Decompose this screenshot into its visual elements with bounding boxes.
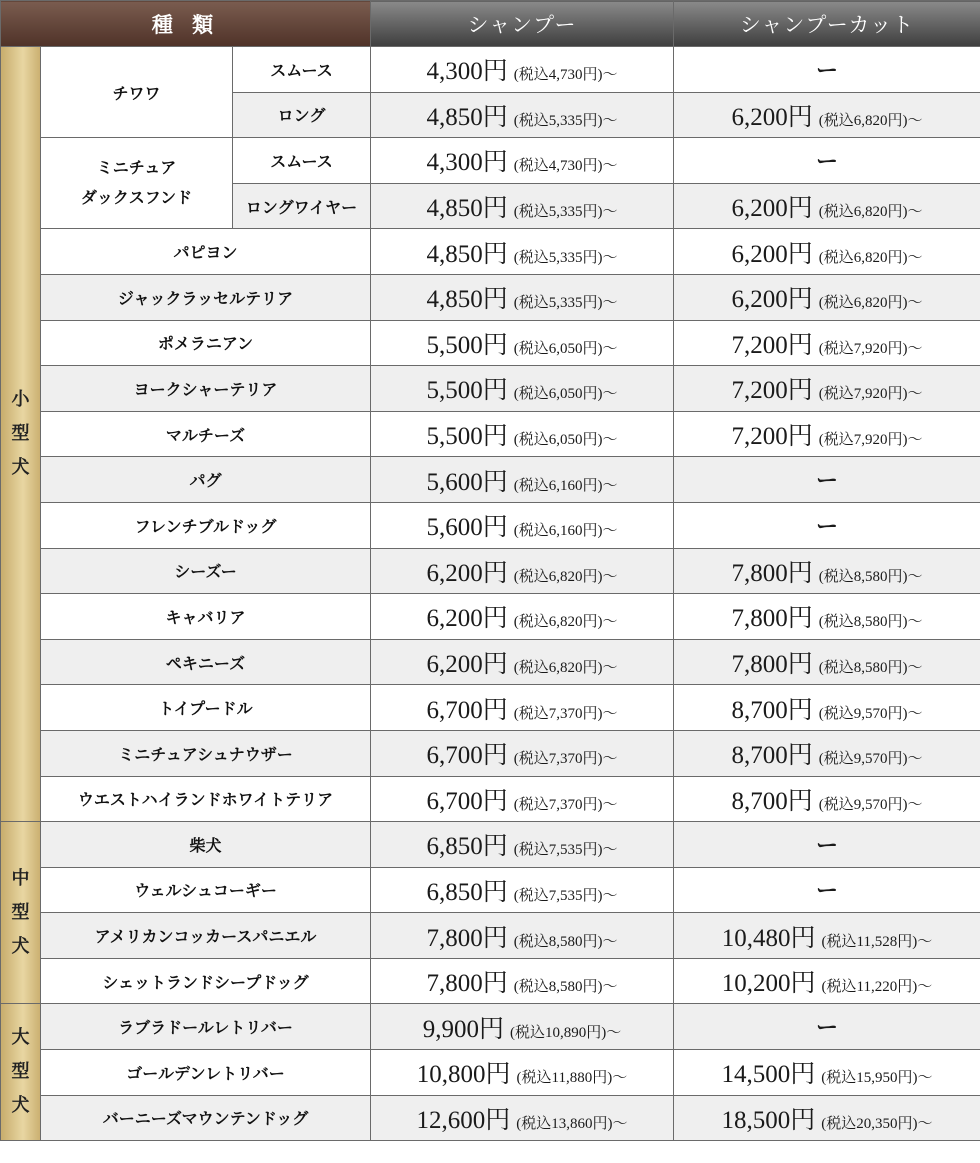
shampoo-price [371, 1004, 674, 1050]
table-row [1, 502, 980, 548]
price-tax: (税込8,580円)～ [818, 568, 923, 585]
price-main: 6,850円 [426, 833, 508, 861]
shampoo-price [371, 320, 674, 366]
price-tax: (税込7,370円)～ [513, 796, 618, 813]
price-main: 5,500円 [426, 331, 508, 359]
price-tax: (税込6,050円)～ [513, 432, 618, 449]
price-main: 6,700円 [426, 742, 508, 770]
category-small-dog [1, 47, 41, 822]
breed-name: チワワ [41, 47, 233, 138]
price-tax: (税込13,860円)～ [516, 1115, 628, 1132]
shampoo-price [371, 1095, 674, 1141]
table-row [1, 1004, 980, 1050]
price-tax: (税込6,820円)～ [818, 112, 923, 129]
table-row [1, 867, 980, 913]
shampoo-price [371, 958, 674, 1004]
breed-name: ウエストハイランドホワイトテリア [41, 776, 371, 822]
price-main: 10,200円 [721, 970, 816, 998]
table-row [1, 594, 980, 640]
shampoo-price [371, 366, 674, 412]
breed-name: マルチーズ [41, 411, 371, 457]
price-main: 6,200円 [731, 195, 813, 223]
table-header-row [1, 1, 980, 47]
category-char: 型 [11, 901, 30, 923]
cut-price [674, 457, 980, 503]
price-main: 4,300円 [426, 149, 508, 177]
cut-price [674, 548, 980, 594]
price-tax: (税込7,370円)～ [513, 751, 618, 768]
price-main: 7,200円 [731, 423, 813, 451]
cut-price [674, 594, 980, 640]
shampoo-price [371, 92, 674, 138]
price-tax: (税込9,570円)～ [818, 705, 923, 722]
price-tax: (税込5,335円)～ [513, 295, 618, 312]
shampoo-price [371, 730, 674, 776]
shampoo-price [371, 183, 674, 229]
cut-price [674, 867, 980, 913]
price-tax: (税込4,730円)～ [513, 67, 618, 84]
price-main: 5,500円 [426, 423, 508, 451]
table-row [1, 685, 980, 731]
price-main: 8,700円 [731, 787, 813, 815]
shampoo-price [371, 274, 674, 320]
table-row [1, 822, 980, 868]
cut-price [674, 411, 980, 457]
cut-price [674, 730, 980, 776]
price-tax: (税込6,050円)～ [513, 340, 618, 357]
table-row [1, 1050, 980, 1096]
price-main: 7,800円 [731, 559, 813, 587]
breed-name: アメリカンコッカースパニエル [41, 913, 371, 959]
no-price-dash: ー [816, 1016, 839, 1042]
price-main: 6,700円 [426, 696, 508, 724]
breed-name: ポメラニアン [41, 320, 371, 366]
cut-price [674, 1004, 980, 1050]
cut-price [674, 47, 980, 93]
no-price-dash: ー [816, 514, 839, 540]
price-main: 8,700円 [731, 742, 813, 770]
price-main: 9,900円 [422, 1015, 505, 1043]
coat-variant: スムース [233, 47, 371, 93]
price-main: 7,800円 [426, 924, 508, 952]
price-tax: (税込6,160円)～ [513, 523, 618, 540]
table-row [1, 776, 980, 822]
table-row [1, 1095, 980, 1141]
price-tax: (税込8,580円)～ [818, 660, 923, 677]
breed-name: ミニチュアシュナウザー [41, 730, 371, 776]
breed-name: ラブラドールレトリバー [41, 1004, 371, 1050]
price-main: 6,200円 [426, 559, 508, 587]
price-main: 5,600円 [426, 468, 508, 496]
shampoo-price [371, 548, 674, 594]
price-main: 8,700円 [731, 696, 813, 724]
table-row [1, 913, 980, 959]
shampoo-price [371, 639, 674, 685]
header-shampoo: シャンプー [371, 1, 674, 47]
cut-price [674, 366, 980, 412]
price-tax: (税込7,535円)～ [513, 842, 618, 859]
price-tax: (税込8,580円)～ [513, 933, 618, 950]
table-row [1, 366, 980, 412]
price-tax: (税込15,950円)～ [821, 1070, 933, 1087]
coat-variant: スムース [233, 138, 371, 184]
price-main: 7,800円 [731, 605, 813, 633]
price-tax: (税込8,580円)～ [818, 614, 923, 631]
price-main: 6,200円 [731, 103, 813, 131]
price-tax: (税込6,820円)～ [818, 249, 923, 266]
price-main: 10,480円 [721, 924, 816, 952]
price-main: 7,800円 [426, 970, 508, 998]
price-tax: (税込7,920円)～ [818, 432, 923, 449]
table-row [1, 958, 980, 1004]
no-price-dash: ー [816, 149, 839, 175]
price-tax: (税込5,335円)～ [513, 112, 618, 129]
price-tax: (税込7,920円)～ [818, 340, 923, 357]
cut-price [674, 274, 980, 320]
breed-name: シーズー [41, 548, 371, 594]
breed-name: バーニーズマウンテンドッグ [41, 1095, 371, 1141]
category-medium-dog [1, 822, 41, 1004]
price-main: 6,200円 [731, 240, 813, 268]
cut-price [674, 639, 980, 685]
category-char: 犬 [11, 457, 30, 479]
category-char: 犬 [11, 1095, 30, 1117]
cut-price [674, 183, 980, 229]
breed-name-line: ダックスフンド [80, 188, 193, 208]
breed-name: フレンチブルドッグ [41, 502, 371, 548]
price-main: 4,300円 [426, 58, 508, 86]
price-main: 4,850円 [426, 240, 508, 268]
shampoo-price [371, 229, 674, 275]
cut-price [674, 92, 980, 138]
shampoo-price [371, 913, 674, 959]
coat-variant: ロング [233, 92, 371, 138]
breed-name: ゴールデンレトリバー [41, 1050, 371, 1096]
category-char: 小 [11, 389, 30, 411]
price-tax: (税込6,820円)～ [818, 204, 923, 221]
cut-price [674, 138, 980, 184]
price-main: 4,850円 [426, 195, 508, 223]
price-tax: (税込20,350円)～ [821, 1115, 933, 1132]
shampoo-price [371, 47, 674, 93]
price-tax: (税込11,880円)～ [516, 1070, 628, 1087]
table-row [1, 548, 980, 594]
price-tax: (税込7,370円)～ [513, 705, 618, 722]
table-row [1, 457, 980, 503]
cut-price [674, 913, 980, 959]
shampoo-price [371, 457, 674, 503]
breed-name: ウェルシュコーギー [41, 867, 371, 913]
table-row [1, 411, 980, 457]
price-tax: (税込5,335円)～ [513, 249, 618, 266]
breed-name: ペキニーズ [41, 639, 371, 685]
cut-price [674, 320, 980, 366]
price-main: 6,200円 [731, 286, 813, 314]
price-tax: (税込5,335円)～ [513, 204, 618, 221]
price-tax: (税込11,220円)～ [821, 979, 933, 996]
price-tax: (税込9,570円)～ [818, 796, 923, 813]
table-row [1, 639, 980, 685]
price-main: 18,500円 [721, 1106, 816, 1134]
price-main: 5,600円 [426, 514, 508, 542]
price-main: 12,600円 [416, 1106, 511, 1134]
price-main: 10,800円 [416, 1061, 511, 1089]
header-shampoo-cut: シャンプーカット [674, 1, 980, 47]
breed-name: パグ [41, 457, 371, 503]
table-row [1, 229, 980, 275]
price-tax: (税込9,570円)～ [818, 751, 923, 768]
breed-name: キャバリア [41, 594, 371, 640]
cut-price [674, 1095, 980, 1141]
price-tax: (税込6,820円)～ [818, 295, 923, 312]
shampoo-price [371, 138, 674, 184]
cut-price [674, 685, 980, 731]
breed-name: 柴犬 [41, 822, 371, 868]
coat-variant: ロングワイヤー [233, 183, 371, 229]
price-tax: (税込7,535円)～ [513, 887, 618, 904]
price-tax: (税込6,160円)～ [513, 477, 618, 494]
no-price-dash: ー [816, 469, 839, 495]
table-row [1, 730, 980, 776]
breed-name: ジャックラッセルテリア [41, 274, 371, 320]
price-main: 6,700円 [426, 787, 508, 815]
table-row [1, 47, 980, 93]
cut-price [674, 776, 980, 822]
price-main: 5,500円 [426, 377, 508, 405]
shampoo-price [371, 776, 674, 822]
price-tax: (税込6,050円)～ [513, 386, 618, 403]
price-tax: (税込7,920円)～ [818, 386, 923, 403]
category-char: 型 [11, 1061, 30, 1083]
breed-name-line: ミニチュア [96, 158, 177, 178]
no-price-dash: ー [816, 58, 839, 84]
breed-name: ヨークシャーテリア [41, 366, 371, 412]
price-main: 6,200円 [426, 651, 508, 679]
price-tax: (税込6,820円)～ [513, 568, 618, 585]
shampoo-price [371, 594, 674, 640]
header-kind: 種 類 [1, 1, 371, 47]
shampoo-price [371, 867, 674, 913]
no-price-dash: ー [816, 879, 839, 905]
category-char: 中 [11, 867, 30, 889]
price-tax: (税込10,890円)～ [510, 1024, 622, 1041]
shampoo-price [371, 411, 674, 457]
price-main: 4,850円 [426, 103, 508, 131]
shampoo-price [371, 1050, 674, 1096]
cut-price [674, 502, 980, 548]
price-main: 7,200円 [731, 377, 813, 405]
shampoo-price [371, 685, 674, 731]
breed-name: シェットランドシープドッグ [41, 958, 371, 1004]
price-main: 4,850円 [426, 286, 508, 314]
price-main: 7,200円 [731, 331, 813, 359]
cut-price [674, 958, 980, 1004]
category-large-dog [1, 1004, 41, 1141]
shampoo-price [371, 502, 674, 548]
breed-name: トイプードル [41, 685, 371, 731]
price-main: 7,800円 [731, 651, 813, 679]
table-row [1, 320, 980, 366]
category-char: 犬 [11, 935, 30, 957]
category-char: 型 [11, 423, 30, 445]
cut-price [674, 822, 980, 868]
price-tax: (税込6,820円)～ [513, 614, 618, 631]
breed-name: パピヨン [41, 229, 371, 275]
table-row [1, 274, 980, 320]
price-tax: (税込4,730円)～ [513, 158, 618, 175]
no-price-dash: ー [816, 833, 839, 859]
cut-price [674, 229, 980, 275]
price-main: 6,850円 [426, 878, 508, 906]
cut-price [674, 1050, 980, 1096]
table-row [1, 138, 980, 184]
price-main: 14,500円 [721, 1061, 816, 1089]
shampoo-price [371, 822, 674, 868]
price-tax: (税込8,580円)～ [513, 979, 618, 996]
breed-name [41, 138, 233, 229]
price-tax: (税込6,820円)～ [513, 660, 618, 677]
category-char: 大 [11, 1027, 30, 1049]
price-main: 6,200円 [426, 605, 508, 633]
price-tax: (税込11,528円)～ [821, 933, 933, 950]
